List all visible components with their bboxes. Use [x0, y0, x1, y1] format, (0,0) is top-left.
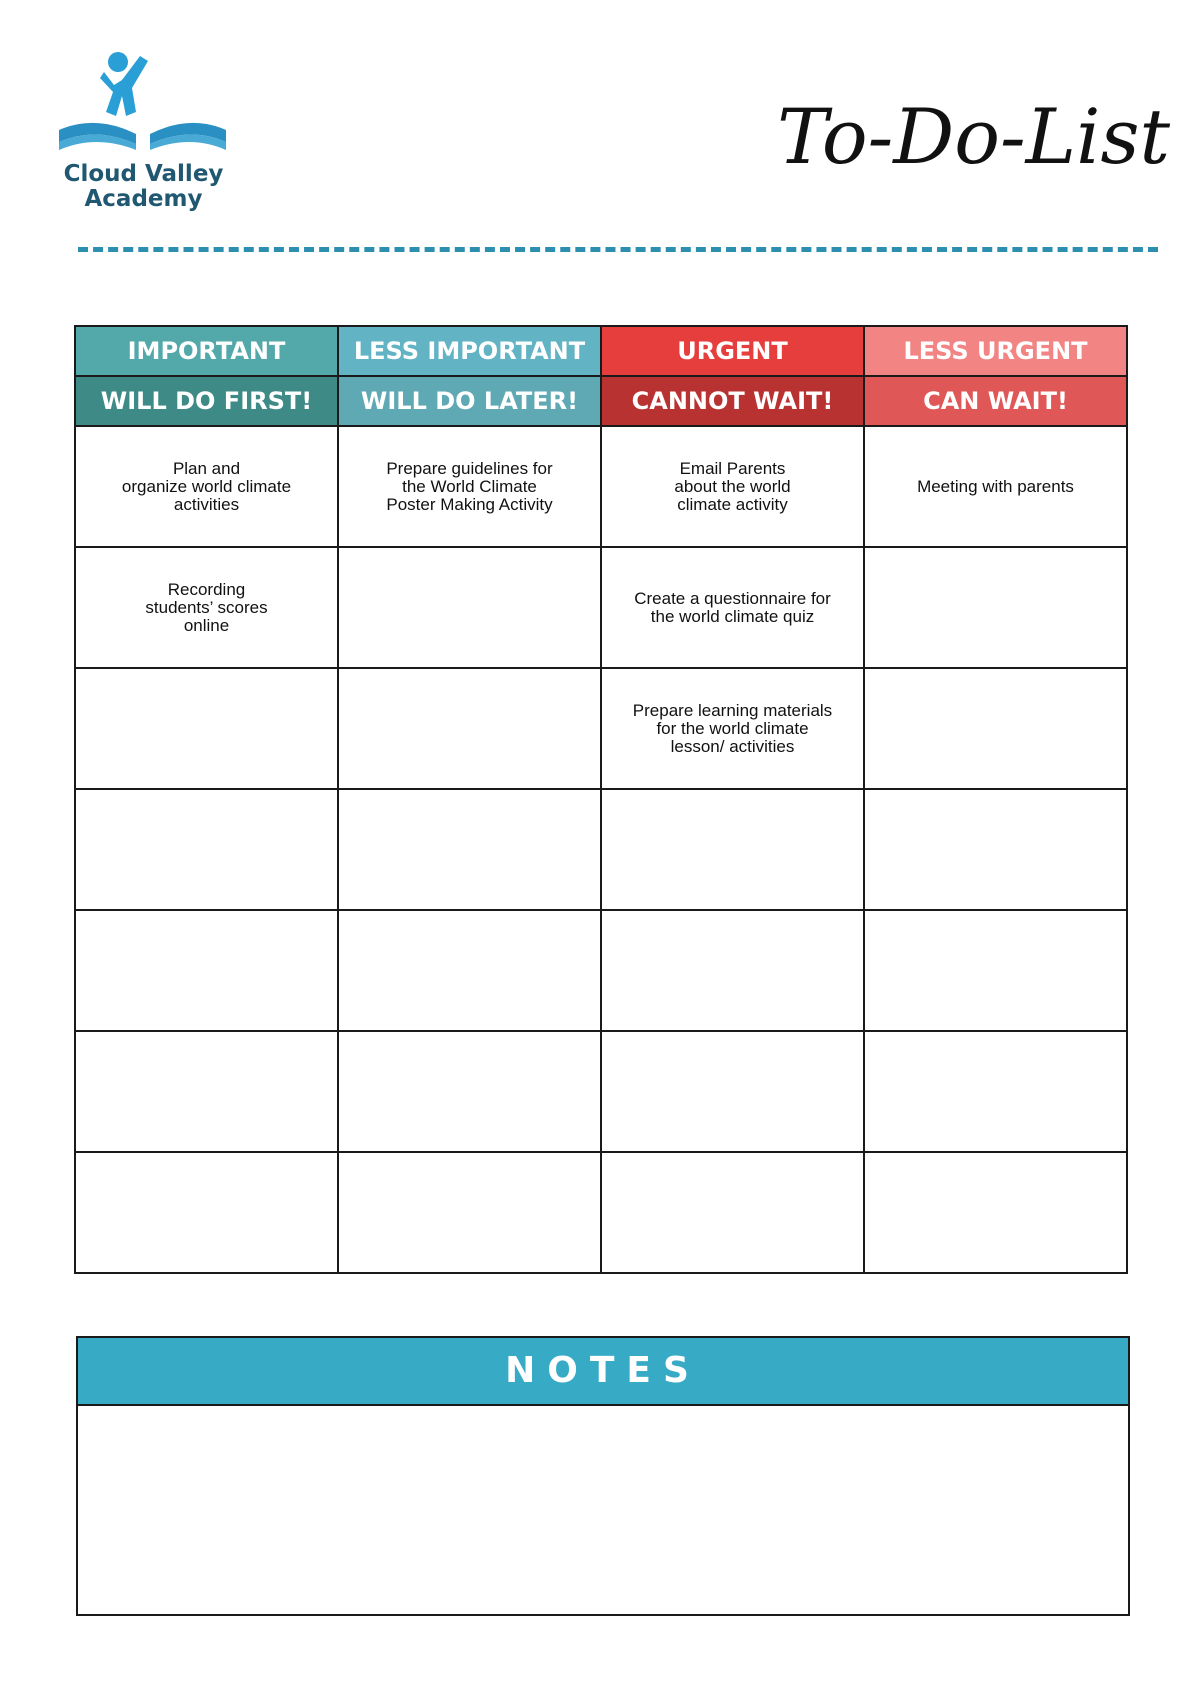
- task-cell[interactable]: [864, 1152, 1127, 1273]
- notes-title: NOTES: [78, 1338, 1128, 1406]
- notes-area[interactable]: [78, 1406, 1128, 1614]
- task-cell[interactable]: [601, 426, 864, 547]
- header-cannot-wait: CANNOT WAIT!: [601, 376, 864, 426]
- task-cell[interactable]: [75, 1031, 338, 1152]
- table-row: [75, 910, 1127, 1031]
- task-cell[interactable]: [338, 1031, 601, 1152]
- table-row: [75, 789, 1127, 910]
- header-less-urgent: LESS URGENT: [864, 326, 1127, 376]
- header-can-wait: CAN WAIT!: [864, 376, 1127, 426]
- priority-header-row: [75, 326, 1127, 376]
- task-text: Meeting with parents: [917, 476, 1074, 496]
- header-urgent: URGENT: [601, 326, 864, 376]
- table-row: [75, 1152, 1127, 1273]
- academy-name-line2: Academy: [84, 186, 203, 212]
- academy-name: [56, 162, 231, 212]
- task-cell[interactable]: [864, 789, 1127, 910]
- task-cell[interactable]: [601, 668, 864, 789]
- academy-name-line1: Cloud Valley: [63, 161, 224, 187]
- book-with-figure-icon: [56, 50, 231, 162]
- table-row: [75, 426, 1127, 547]
- task-cell[interactable]: [338, 668, 601, 789]
- task-text: Email Parents about the world climate activity: [674, 458, 791, 514]
- action-header-row: [75, 376, 1127, 426]
- task-cell[interactable]: [338, 910, 601, 1031]
- task-cell[interactable]: [601, 789, 864, 910]
- task-cell[interactable]: [601, 1031, 864, 1152]
- task-cell[interactable]: [601, 1152, 864, 1273]
- task-text: Create a questionnaire for the world climate quiz: [634, 588, 831, 626]
- notes-section: [76, 1336, 1130, 1616]
- header-will-do-first: WILL DO FIRST!: [75, 376, 338, 426]
- task-cell[interactable]: [601, 910, 864, 1031]
- task-cell[interactable]: [601, 547, 864, 668]
- dashed-divider: [78, 247, 1158, 252]
- task-cell[interactable]: [338, 426, 601, 547]
- task-text: Prepare guidelines for the World Climate Poster Making Activity: [386, 458, 553, 514]
- task-cell[interactable]: [75, 668, 338, 789]
- task-text: Plan and organize world climate activities: [121, 458, 292, 514]
- table-row: [75, 668, 1127, 789]
- task-cell[interactable]: [864, 547, 1127, 668]
- task-cell[interactable]: [864, 910, 1127, 1031]
- task-cell[interactable]: [75, 1152, 338, 1273]
- task-cell[interactable]: [864, 426, 1127, 547]
- task-cell[interactable]: [338, 789, 601, 910]
- task-cell[interactable]: [864, 1031, 1127, 1152]
- task-text: Recording students’ scores online: [145, 579, 268, 635]
- todo-table: [74, 325, 1128, 1274]
- task-cell[interactable]: [338, 1152, 601, 1273]
- table-row: [75, 547, 1127, 668]
- header-important: IMPORTANT: [75, 326, 338, 376]
- page-title: To-Do-List: [777, 92, 1170, 181]
- task-cell[interactable]: [864, 668, 1127, 789]
- academy-logo: [56, 50, 231, 220]
- task-cell[interactable]: [75, 789, 338, 910]
- task-cell[interactable]: [75, 426, 338, 547]
- task-cell[interactable]: [75, 910, 338, 1031]
- task-cell[interactable]: [338, 547, 601, 668]
- table-row: [75, 1031, 1127, 1152]
- task-text: Prepare learning materials for the world climate lesson/ activities: [632, 700, 833, 756]
- header-less-important: LESS IMPORTANT: [338, 326, 601, 376]
- header-will-do-later: WILL DO LATER!: [338, 376, 601, 426]
- task-cell[interactable]: [75, 547, 338, 668]
